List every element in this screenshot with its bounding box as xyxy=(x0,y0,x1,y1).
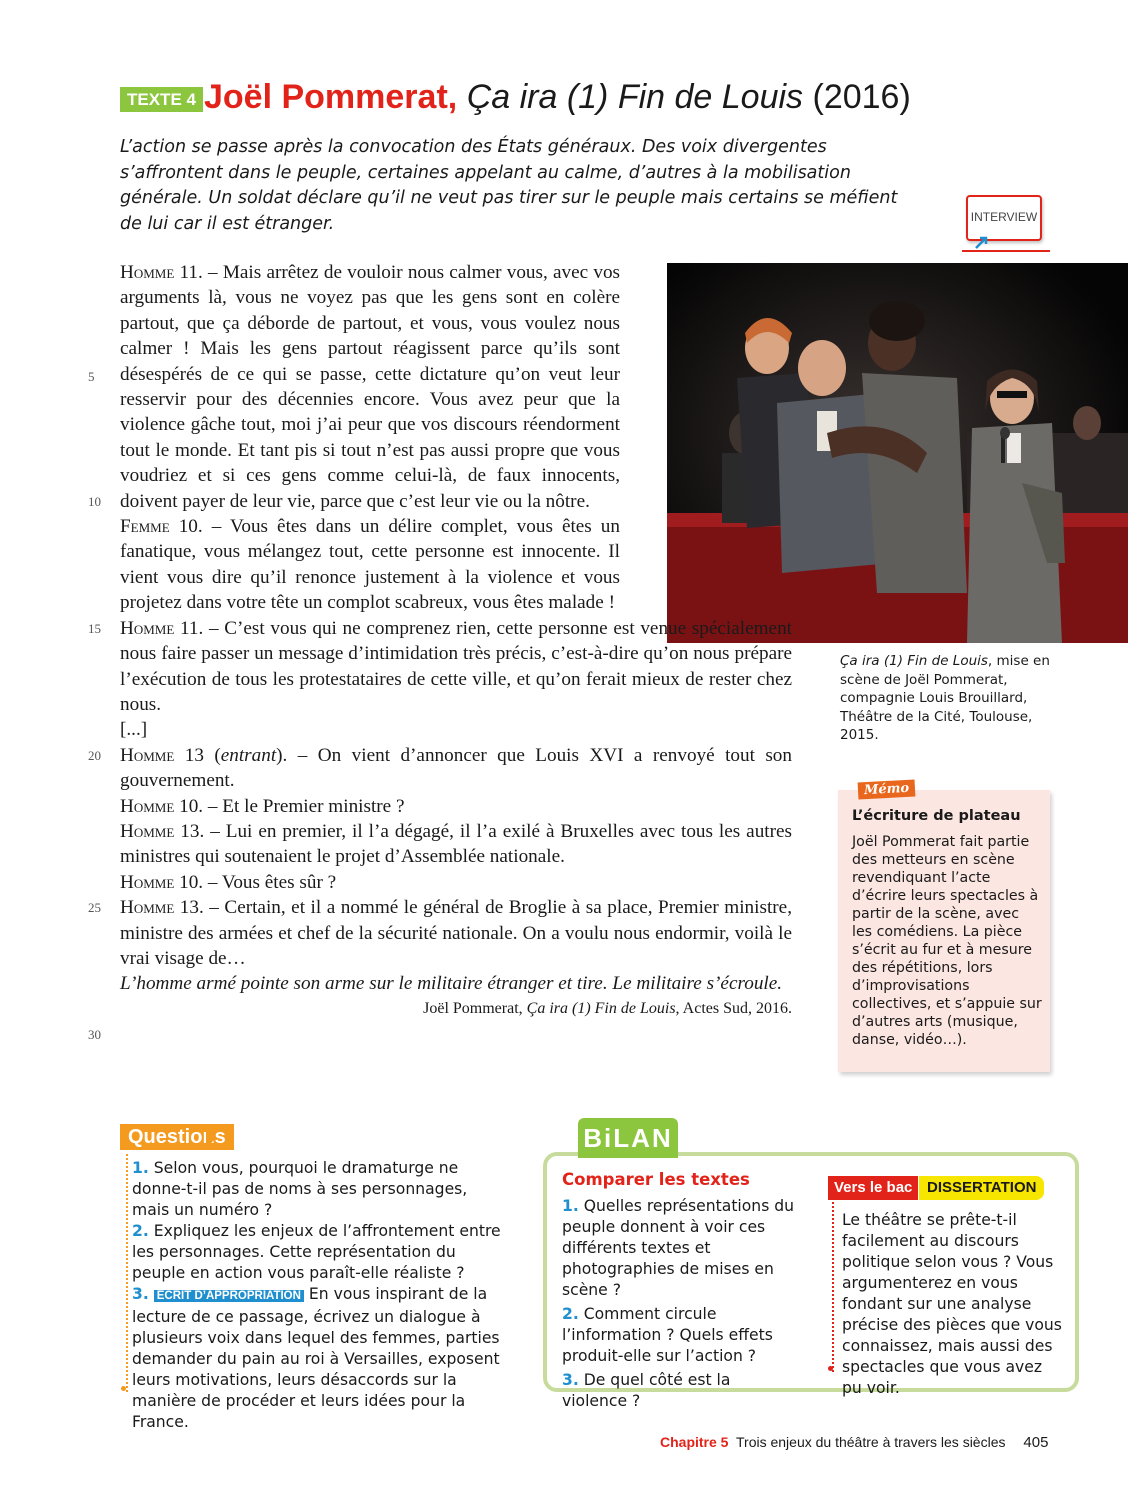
page-title xyxy=(204,77,911,117)
source-reference xyxy=(120,997,792,1021)
speech-text: – Lui en premier, il l’a dégagé, il l’a exilé à Bruxelles avec tous les autres ministres qui soutenaient le projet d’Assemblée nationale. xyxy=(120,820,793,868)
question-text: Quelles représentations du peuple donnent à voir ces différents textes et photographies de mises en scène ? xyxy=(562,1197,795,1299)
question-number: 3. xyxy=(562,1371,579,1389)
bilan-question-2 xyxy=(562,1304,798,1367)
questions-line-dot xyxy=(121,1386,126,1391)
line-number: 25 xyxy=(88,900,101,915)
bilan-question-1 xyxy=(562,1196,798,1301)
ellipsis: [...] xyxy=(120,719,148,741)
line-number: 5 xyxy=(88,369,95,384)
speaker-name: Homme 13. xyxy=(120,820,205,842)
interview-button[interactable]: INTERVIEW xyxy=(966,195,1042,241)
speech-text: – Vous êtes dans un délire complet, vous êtes un fanatique, vous mélangez tout, cette personne est innocente. Il vient vous dire qu’il renonce justement à la violence et vous projetez dans votre tête un complot scabreux, vous êtes malade ! xyxy=(120,516,620,614)
speech-femme-10 xyxy=(120,514,620,616)
speech-homme-13-b xyxy=(120,819,792,870)
caption-work: Ça ira (1) Fin de Louis xyxy=(840,653,988,669)
speaker-name: Homme 13 xyxy=(120,744,204,766)
footer-chapter: Chapitre 5 xyxy=(660,1434,729,1450)
dissertation-label: DISSERTATION xyxy=(919,1176,1044,1200)
speaker-name: Homme 11. xyxy=(120,262,203,283)
bilan-section-title: Comparer les textes xyxy=(562,1170,750,1189)
speech-text: – C’est vous qui ne comprenez rien, cette personne est venue spécialement nous faire passer un message d’intimidation très précis, c’est-à-dire qu’on nous prépare l’exécution de tous les protestataires de cette ville, et qu’on ferait mieux de rester chez nous. xyxy=(120,617,792,715)
line-number: 20 xyxy=(88,748,101,763)
speaker-name: Homme 11. xyxy=(120,617,204,639)
question-number: 3. xyxy=(132,1285,149,1303)
page-number: 405 xyxy=(1023,1434,1049,1451)
speech-text: – Mais arrêtez de vouloir nous calmer vous, avec vos arguments là, vous ne voyez pas que les gens sont en colère partout, que ça déborde de partout, et vous, vous voulez nous calmer ! Mais les gens partout réagissent parce qu’ils sont désespérés de ce qui se passe, cette dictature qu’on veut leur resservir pour des décennies encore. Vous avez peur que la violence gâche tout, moi j’ai peur que vos discours réendorment tout le monde. Et tant pis si tout n’est pas aussi propre que vous voudriez et si ces gens comme celui-là, de faux innocents, doivent payer de leur vie, parce que c’est leur vie ou la nôtre. xyxy=(120,262,621,512)
play-excerpt xyxy=(120,260,792,1021)
speech-homme-13-a: Homme 13 (entrant). – On vient d’annoncer que Louis XVI a renvoyé tout son gouvernement. xyxy=(120,744,792,792)
speech-homme-11-b xyxy=(120,616,792,718)
bilan-tag: BiLAN xyxy=(578,1118,678,1158)
question-number: 2. xyxy=(132,1222,149,1240)
question-text: Expliquez les enjeux de l’affrontement entre les personnages. Cette représentation du peuple en action vous paraît-elle réaliste ? xyxy=(132,1222,501,1282)
speaker-name: Homme 10. xyxy=(120,871,204,893)
questions-list xyxy=(132,1158,502,1433)
question-1 xyxy=(132,1158,502,1221)
title-year: (2016) xyxy=(812,78,911,116)
speech-text: – On vient d’annoncer que Louis XVI a renvoyé tout son gouvernement. xyxy=(120,744,792,792)
speaker-name: Femme 10. xyxy=(120,516,203,538)
page-footer xyxy=(660,1434,1048,1451)
stage-direction: entrant xyxy=(220,744,277,766)
question-text: En vous inspirant de la lecture de ce passage, écrivez un dialogue à plusieurs voix dans lequel des femmes, parties demander du pain au roi à Versailles, exposent leurs motivations, leurs désaccords sur la manière de procéder et leurs idées pour la France. xyxy=(132,1285,500,1431)
questions-dotted-line xyxy=(126,1154,129,1392)
memo-title: L’écriture de plateau xyxy=(852,808,1021,824)
speech-homme-13-c xyxy=(120,895,792,971)
source-work: Ça ira (1) Fin de Louis xyxy=(526,999,676,1017)
interview-underline xyxy=(962,250,1050,252)
question-number: 1. xyxy=(132,1159,149,1177)
questions-tag: Questions xyxy=(120,1124,234,1150)
cursor-arrow-icon xyxy=(974,234,990,250)
speaker-name: Homme 13. xyxy=(120,897,204,919)
title-author: Joël Pommerat, xyxy=(204,78,458,116)
question-2 xyxy=(132,1221,502,1284)
vers-le-bac-label: Vers le bac xyxy=(828,1176,918,1200)
line-number: 10 xyxy=(88,494,101,509)
question-text: Selon vous, pourquoi le dramaturge ne donne-t-il pas de noms à ses personnages, mais un numéro ? xyxy=(132,1159,468,1219)
caption-details: , mise en scène de Joël Pommerat, compagnie Louis Brouillard, Théâtre de la Cité, Toulouse, 2015. xyxy=(840,653,1050,743)
photo-caption xyxy=(840,652,1050,745)
bilan-questions xyxy=(562,1196,798,1415)
ecrit-appropriation-badge: ÉCRIT D’APPROPRIATION xyxy=(154,1290,304,1302)
text-number-badge: TEXTE 4 xyxy=(120,87,203,112)
speech-text: – Et le Premier ministre ? xyxy=(203,795,405,817)
title-work: Ça ira (1) Fin de Louis xyxy=(466,78,804,116)
speech-text: – Vous êtes sûr ? xyxy=(203,871,337,893)
intro-paragraph: L’action se passe après la convocation des États généraux. Des voix divergentes s’affrontent dans le peuple, certaines appelant au calme, d’autres à la mobilisation générale. Un soldat déclare qu’il ne veut pas tirer sur le peuple mais certains se méfient de lui car il est étranger. xyxy=(120,137,898,234)
question-text: De quel côté est la violence ? xyxy=(562,1371,731,1410)
question-number: 1. xyxy=(562,1197,579,1215)
memo-body: Joël Pommerat fait partie des metteurs en scène revendiquant l’acte d’écrire leurs spectacles à partir de la scène, avec les comédiens. La pièce s’écrit au fur et à mesure des répétitions, lors d’improvisations collectives, et s’appuie sur d’autres arts (musique, danse, vidéo…). xyxy=(852,834,1042,1048)
question-3 xyxy=(132,1284,502,1433)
line-number: 30 xyxy=(88,1027,101,1042)
final-stage-direction: L’homme armé pointe son arme sur le militaire étranger et tire. Le militaire s’écroule. xyxy=(120,973,783,995)
speech-homme-11-a xyxy=(120,260,620,514)
memo-tag: Mémo xyxy=(858,780,916,800)
speech-homme-10-b xyxy=(120,870,792,895)
questions-tag-arrow xyxy=(206,1124,216,1150)
source-publisher: , Actes Sud, 2016. xyxy=(675,999,792,1017)
speech-homme-10-a xyxy=(120,794,792,819)
line-number: 15 xyxy=(88,621,101,636)
source-author: Joël Pommerat, xyxy=(423,999,527,1017)
question-number: 2. xyxy=(562,1305,579,1323)
bac-line-dot xyxy=(828,1366,833,1371)
bac-dotted-line xyxy=(832,1202,835,1372)
bilan-question-3 xyxy=(562,1370,798,1412)
speech-text: – Certain, et il a nommé le général de Broglie à sa place, Premier ministre, ministre des armées et chef de la sécurité nationale. On a voulu nous endormir, voilà le vrai visage de… xyxy=(120,897,792,969)
dissertation-prompt: Le théâtre se prête-t-il facilement au discours politique selon vous ? Vous argumenterez en vous fondant sur une analyse précise des pièces que vous connaissez, mais aussi des spectacles que vous avez pu voir. xyxy=(842,1211,1062,1397)
speaker-name: Homme 10. xyxy=(120,795,204,817)
footer-chapter-title: Trois enjeux du théâtre à travers les siècles xyxy=(736,1434,1006,1450)
question-text: Comment circule l’information ? Quels effets produit-elle sur l’action ? xyxy=(562,1305,773,1365)
